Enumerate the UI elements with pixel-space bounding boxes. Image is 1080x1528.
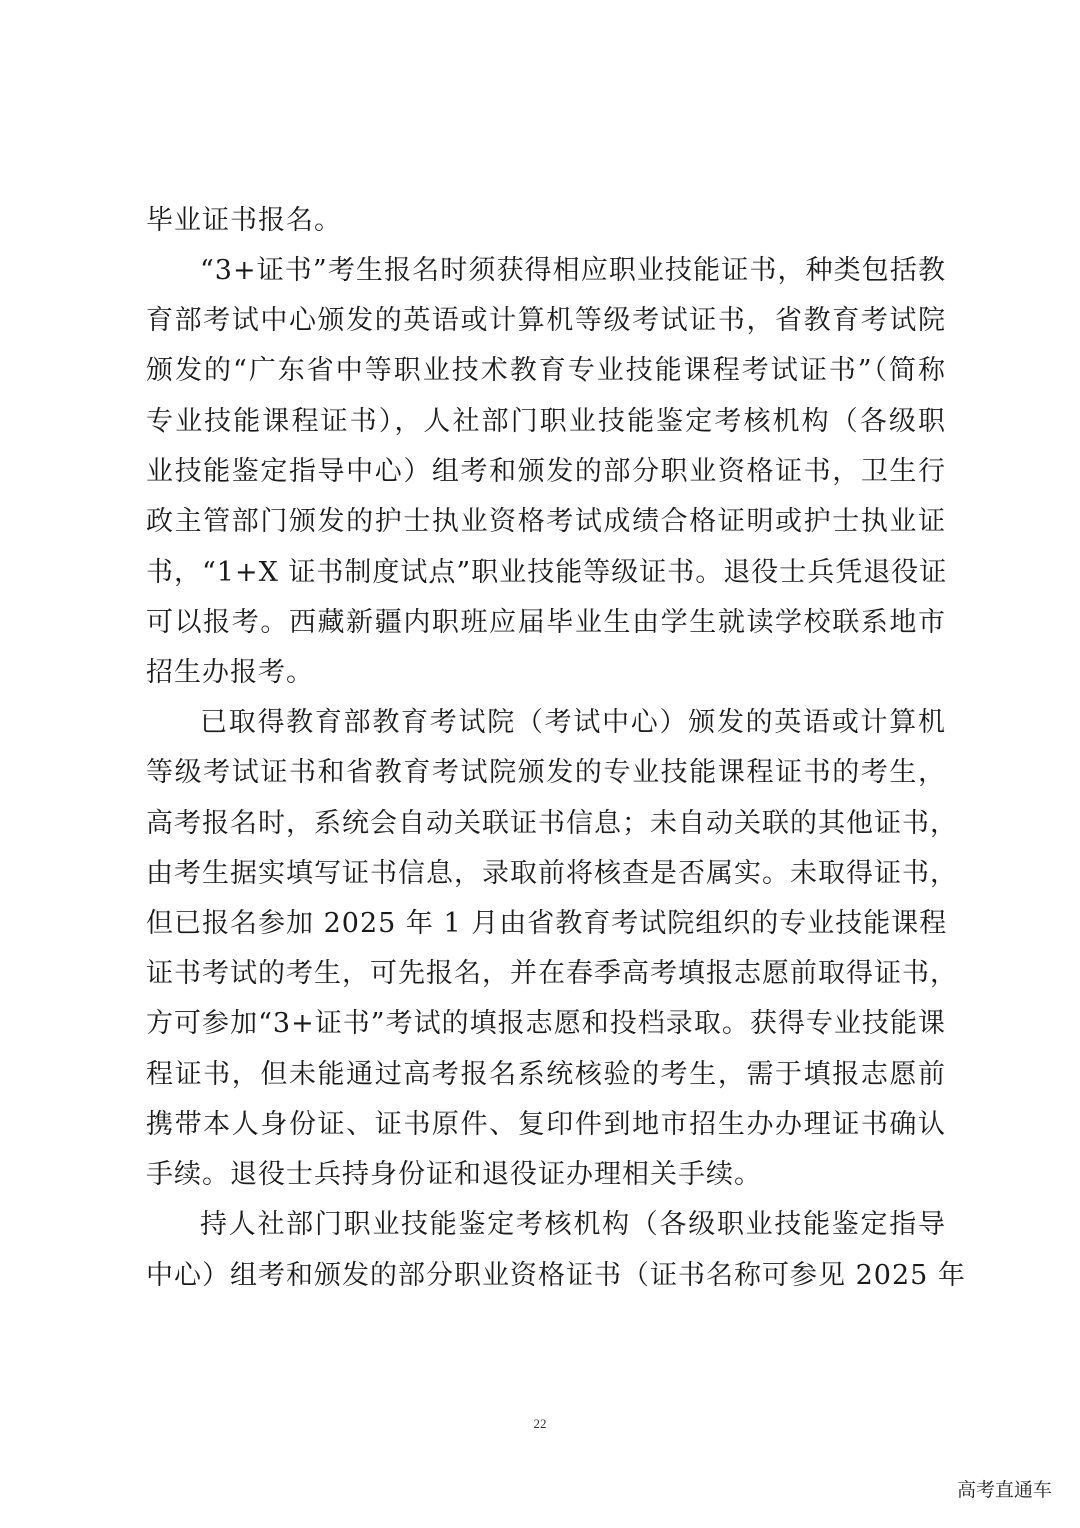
text-line: 书，“1+X 证书制度试点”职业技能等级证书。退役士兵凭退役证: [146, 557, 948, 588]
text-line: 携带本人身份证、证书原件、复印件到地市招生办办理证书确认: [146, 1109, 946, 1140]
text-line: 育部考试中心颁发的英语或计算机等级考试证书，省教育考试院: [146, 305, 946, 336]
text-line: 但已报名参加 2025 年 1 月由省教育考试院组织的专业技能课程: [146, 908, 948, 939]
page-number: 22: [533, 1416, 547, 1431]
text-line: 专业技能课程证书），人社部门职业技能鉴定考核机构（各级职: [146, 406, 946, 437]
text-line: 证书考试的考生，可先报名，并在春季高考填报志愿前取得证书，: [146, 958, 958, 989]
text-line: 高考报名时，系统会自动关联证书信息；未自动关联的其他证书，: [146, 808, 958, 839]
text-line: 持人社部门职业技能鉴定考核机构（各级职业技能鉴定指导: [200, 1209, 946, 1240]
text-line: 中心）组考和颁发的部分职业资格证书（证书名称可参见 2025 年: [146, 1260, 966, 1291]
text-line: 已取得教育部教育考试院（考试中心）颁发的英语或计算机: [200, 707, 946, 738]
text-line: 等级考试证书和省教育考试院颁发的专业技能课程证书的考生，: [146, 757, 946, 788]
text-line: 业技能鉴定指导中心）组考和颁发的部分职业资格证书，卫生行: [146, 456, 946, 487]
text-line: 招生办报考。: [146, 657, 314, 688]
text-line: 由考生据实填写证书信息，录取前将核查是否属实。未取得证书，: [146, 858, 958, 889]
watermark: 高考直通车: [956, 1479, 1052, 1501]
text-line: 政主管部门颁发的护士执业资格考试成绩合格证明或护士执业证: [146, 506, 946, 537]
text-line: 可以报考。西藏新疆内职班应届毕业生由学生就读学校联系地市: [146, 607, 946, 638]
text-line: 毕业证书报名。: [146, 205, 342, 236]
text-line: 手续。退役士兵持身份证和退役证办理相关手续。: [146, 1159, 762, 1190]
text-line: “3+证书”考生报名时须获得相应职业技能证书，种类包括教: [200, 255, 946, 286]
text-line: 方可参加“3+证书”考试的填报志愿和投档录取。获得专业技能课: [146, 1008, 946, 1039]
text-line: 颁发的“广东省中等职业技术教育专业技能课程考试证书”（简称: [146, 355, 946, 386]
text-line: 程证书，但未能通过高考报名系统核验的考生，需于填报志愿前: [146, 1059, 946, 1090]
